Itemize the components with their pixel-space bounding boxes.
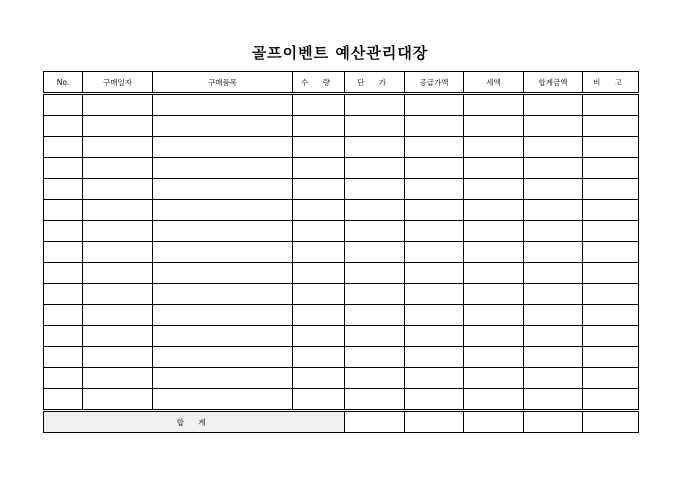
cell-purchase-date[interactable] (83, 116, 153, 137)
cell-unit-price[interactable] (345, 347, 405, 368)
cell-unit-price[interactable] (345, 137, 405, 158)
cell-supply-amount[interactable] (405, 242, 464, 263)
cell-tax[interactable] (464, 200, 524, 221)
cell-remarks[interactable] (583, 179, 639, 200)
cell-no[interactable] (44, 284, 83, 305)
cell-purchase-item[interactable] (153, 368, 293, 389)
table-row (44, 347, 639, 368)
table-row (44, 389, 639, 411)
cell-total-amount[interactable] (524, 305, 583, 326)
cell-supply-amount[interactable] (405, 158, 464, 179)
cell-purchase-date[interactable] (83, 389, 153, 411)
cell-supply-amount[interactable] (405, 305, 464, 326)
cell-unit-price[interactable] (345, 263, 405, 284)
cell-remarks[interactable] (583, 158, 639, 179)
cell-total-amount[interactable] (524, 94, 583, 116)
cell-unit-price[interactable] (345, 158, 405, 179)
header-quantity: 수 량 (293, 72, 345, 94)
cell-unit-price[interactable] (345, 116, 405, 137)
cell-quantity[interactable] (293, 284, 345, 305)
cell-no[interactable] (44, 242, 83, 263)
table-row (44, 200, 639, 221)
cell-unit-price[interactable] (345, 305, 405, 326)
cell-no[interactable] (44, 200, 83, 221)
total-amount-cell[interactable] (524, 411, 583, 433)
cell-no[interactable] (44, 347, 83, 368)
cell-purchase-item[interactable] (153, 179, 293, 200)
cell-remarks[interactable] (583, 263, 639, 284)
cell-total-amount[interactable] (524, 389, 583, 411)
table-row (44, 221, 639, 242)
cell-total-amount[interactable] (524, 221, 583, 242)
cell-quantity[interactable] (293, 347, 345, 368)
cell-purchase-date[interactable] (83, 158, 153, 179)
cell-unit-price[interactable] (345, 389, 405, 411)
cell-unit-price[interactable] (345, 368, 405, 389)
cell-unit-price[interactable] (345, 94, 405, 116)
cell-supply-amount[interactable] (405, 389, 464, 411)
cell-remarks[interactable] (583, 116, 639, 137)
table-row (44, 263, 639, 284)
cell-total-amount[interactable] (524, 263, 583, 284)
cell-tax[interactable] (464, 179, 524, 200)
cell-tax[interactable] (464, 158, 524, 179)
table-row (44, 179, 639, 200)
header-tax: 세액 (464, 72, 524, 94)
cell-purchase-item[interactable] (153, 263, 293, 284)
cell-tax[interactable] (464, 305, 524, 326)
cell-purchase-item[interactable] (153, 200, 293, 221)
cell-purchase-date[interactable] (83, 368, 153, 389)
table-row (44, 326, 639, 347)
cell-total-amount[interactable] (524, 347, 583, 368)
cell-purchase-item[interactable] (153, 347, 293, 368)
cell-purchase-item[interactable] (153, 242, 293, 263)
cell-total-amount[interactable] (524, 137, 583, 158)
header-unit-price: 단 가 (345, 72, 405, 94)
cell-total-amount[interactable] (524, 326, 583, 347)
cell-unit-price[interactable] (345, 284, 405, 305)
cell-remarks[interactable] (583, 326, 639, 347)
cell-quantity[interactable] (293, 200, 345, 221)
cell-purchase-date[interactable] (83, 221, 153, 242)
cell-remarks[interactable] (583, 389, 639, 411)
cell-purchase-date[interactable] (83, 242, 153, 263)
cell-remarks[interactable] (583, 94, 639, 116)
cell-total-amount[interactable] (524, 158, 583, 179)
cell-supply-amount[interactable] (405, 221, 464, 242)
cell-supply-amount[interactable] (405, 368, 464, 389)
cell-no[interactable] (44, 305, 83, 326)
cell-unit-price[interactable] (345, 179, 405, 200)
cell-tax[interactable] (464, 137, 524, 158)
cell-quantity[interactable] (293, 116, 345, 137)
header-supply-amount: 공급가액 (405, 72, 464, 94)
cell-unit-price[interactable] (345, 326, 405, 347)
cell-quantity[interactable] (293, 137, 345, 158)
cell-tax[interactable] (464, 263, 524, 284)
table-row (44, 368, 639, 389)
budget-ledger-table (43, 71, 639, 433)
cell-no[interactable] (44, 179, 83, 200)
total-tax-cell[interactable] (464, 411, 524, 433)
cell-purchase-item[interactable] (153, 116, 293, 137)
cell-remarks[interactable] (583, 305, 639, 326)
table-row (44, 94, 639, 116)
cell-no[interactable] (44, 389, 83, 411)
cell-purchase-date[interactable] (83, 347, 153, 368)
cell-tax[interactable] (464, 94, 524, 116)
cell-quantity[interactable] (293, 158, 345, 179)
table-row (44, 284, 639, 305)
cell-quantity[interactable] (293, 326, 345, 347)
table-row (44, 242, 639, 263)
total-remarks-cell[interactable] (583, 411, 639, 433)
cell-total-amount[interactable] (524, 368, 583, 389)
cell-supply-amount[interactable] (405, 94, 464, 116)
cell-no[interactable] (44, 137, 83, 158)
cell-tax[interactable] (464, 326, 524, 347)
cell-quantity[interactable] (293, 368, 345, 389)
cell-remarks[interactable] (583, 284, 639, 305)
cell-purchase-item[interactable] (153, 158, 293, 179)
cell-supply-amount[interactable] (405, 179, 464, 200)
cell-quantity[interactable] (293, 305, 345, 326)
cell-remarks[interactable] (583, 200, 639, 221)
total-row (44, 411, 639, 433)
header-purchase-item: 구매품목 (153, 72, 293, 94)
cell-purchase-date[interactable] (83, 179, 153, 200)
cell-purchase-date[interactable] (83, 326, 153, 347)
total-supply-amount-cell[interactable] (405, 411, 464, 433)
table-row (44, 116, 639, 137)
table-row (44, 158, 639, 179)
cell-no[interactable] (44, 326, 83, 347)
cell-tax[interactable] (464, 347, 524, 368)
cell-supply-amount[interactable] (405, 326, 464, 347)
cell-purchase-item[interactable] (153, 221, 293, 242)
cell-total-amount[interactable] (524, 242, 583, 263)
cell-quantity[interactable] (293, 94, 345, 116)
cell-no[interactable] (44, 221, 83, 242)
cell-purchase-item[interactable] (153, 326, 293, 347)
cell-supply-amount[interactable] (405, 263, 464, 284)
cell-no[interactable] (44, 158, 83, 179)
cell-purchase-date[interactable] (83, 137, 153, 158)
cell-total-amount[interactable] (524, 116, 583, 137)
cell-supply-amount[interactable] (405, 284, 464, 305)
cell-purchase-item[interactable] (153, 137, 293, 158)
cell-supply-amount[interactable] (405, 137, 464, 158)
cell-no[interactable] (44, 263, 83, 284)
header-row (44, 72, 639, 94)
cell-purchase-date[interactable] (83, 94, 153, 116)
cell-tax[interactable] (464, 389, 524, 411)
cell-purchase-item[interactable] (153, 284, 293, 305)
cell-purchase-item[interactable] (153, 94, 293, 116)
cell-purchase-date[interactable] (83, 284, 153, 305)
cell-remarks[interactable] (583, 221, 639, 242)
cell-purchase-item[interactable] (153, 305, 293, 326)
table-row (44, 305, 639, 326)
cell-purchase-date[interactable] (83, 305, 153, 326)
cell-quantity[interactable] (293, 179, 345, 200)
cell-supply-amount[interactable] (405, 200, 464, 221)
cell-tax[interactable] (464, 368, 524, 389)
cell-unit-price[interactable] (345, 242, 405, 263)
document-title: 골프이벤트 예산관리대장 (251, 44, 429, 62)
table-row (44, 137, 639, 158)
cell-purchase-date[interactable] (83, 263, 153, 284)
cell-purchase-item[interactable] (153, 389, 293, 411)
total-label: 합 계 (44, 411, 345, 433)
cell-quantity[interactable] (293, 221, 345, 242)
header-remarks: 비 고 (583, 72, 639, 94)
cell-total-amount[interactable] (524, 179, 583, 200)
cell-purchase-date[interactable] (83, 200, 153, 221)
cell-tax[interactable] (464, 284, 524, 305)
cell-total-amount[interactable] (524, 284, 583, 305)
total-unit-price-cell[interactable] (345, 411, 405, 433)
header-no: No. (44, 72, 83, 94)
cell-tax[interactable] (464, 242, 524, 263)
cell-quantity[interactable] (293, 242, 345, 263)
cell-no[interactable] (44, 368, 83, 389)
cell-unit-price[interactable] (345, 221, 405, 242)
cell-unit-price[interactable] (345, 200, 405, 221)
cell-tax[interactable] (464, 116, 524, 137)
cell-remarks[interactable] (583, 347, 639, 368)
cell-remarks[interactable] (583, 137, 639, 158)
cell-remarks[interactable] (583, 242, 639, 263)
cell-no[interactable] (44, 94, 83, 116)
cell-remarks[interactable] (583, 368, 639, 389)
header-total-amount: 합계금액 (524, 72, 583, 94)
header-purchase-date: 구매일자 (83, 72, 153, 94)
cell-quantity[interactable] (293, 263, 345, 284)
cell-total-amount[interactable] (524, 200, 583, 221)
cell-supply-amount[interactable] (405, 347, 464, 368)
cell-supply-amount[interactable] (405, 116, 464, 137)
cell-tax[interactable] (464, 221, 524, 242)
cell-quantity[interactable] (293, 389, 345, 411)
cell-no[interactable] (44, 116, 83, 137)
